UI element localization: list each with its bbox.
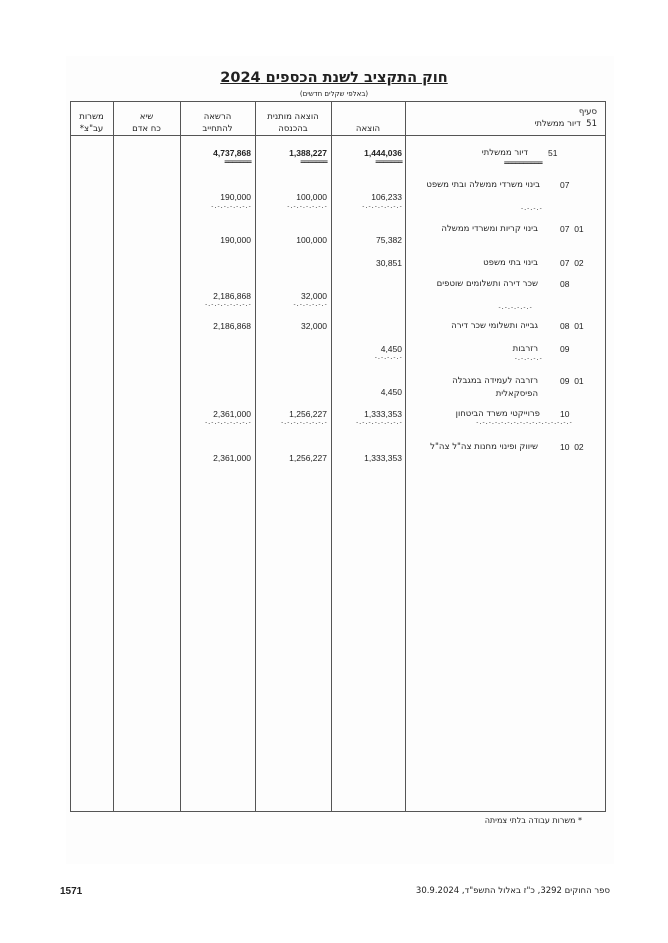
expense-value: 4,450 <box>380 344 402 354</box>
row-code: 10 <box>560 409 570 419</box>
conditional-expense-value: 1,388,227 <box>289 148 327 158</box>
expense-value: 106,233 <box>371 192 402 202</box>
expense-value: 1,333,353 <box>364 409 402 419</box>
row-underline: -.-.-.-.- <box>513 355 542 362</box>
commitment-underline: -.-.-.-.-.-.- <box>210 203 251 210</box>
conditional-expense-value: 100,000 <box>296 235 327 245</box>
header-divider <box>70 135 606 136</box>
expense-value: 4,450 <box>380 387 402 397</box>
header-commitment: הרשאה להתחייב <box>202 112 233 134</box>
commitment-value: 2,361,000 <box>213 409 251 419</box>
conditional-expense-underline: -.-.-.-.-.- <box>292 301 327 308</box>
row-description: שכר דירה ותשלומים שוטפים <box>436 279 538 289</box>
header-conditional-expense: הוצאה מותנית בהכנסה <box>267 112 319 134</box>
expense-value: 1,333,353 <box>364 453 402 463</box>
column-divider <box>331 101 332 812</box>
row-description: דיור ממשלתי <box>481 148 528 158</box>
column-divider <box>113 101 114 812</box>
commitment-value: 2,186,868 <box>213 321 251 331</box>
footer-source: ספר החוקים 3292, כ"ז באלול התשפ"ד, 30.9.2024 <box>415 886 610 896</box>
row-description: פרוייקטי משרד הביטחון <box>455 409 540 419</box>
row-description: בינוי קריות ומשרדי ממשלה <box>441 224 538 234</box>
row-description: רזרבה לעמידה במגבלה הפיסקאלית <box>452 376 538 399</box>
row-code: 08 <box>560 279 570 289</box>
commitment-value: 4,737,868 <box>213 148 251 158</box>
expense-underline: ======= <box>375 157 402 166</box>
column-divider <box>255 101 256 812</box>
conditional-expense-value: 1,256,227 <box>289 453 327 463</box>
commitment-value: 190,000 <box>220 235 251 245</box>
row-code: 07 <box>560 180 570 190</box>
row-description: רזרבות <box>512 344 538 354</box>
row-underline: ========== <box>503 158 542 167</box>
header-contractors: משרות עב"צ* <box>79 112 104 134</box>
row-code: 07 01 <box>560 224 584 234</box>
column-divider <box>180 101 181 812</box>
column-divider <box>405 101 406 812</box>
row-code: 09 <box>560 344 570 354</box>
conditional-expense-value: 32,000 <box>301 291 327 301</box>
commitment-value: 2,361,000 <box>213 453 251 463</box>
expense-underline: -.-.-.-.- <box>373 354 402 361</box>
row-code: 10 02 <box>560 442 584 452</box>
row-underline: -.-.-.-.-.-.-.-.-.-.-.-.-.-.-.- <box>475 419 572 426</box>
page-title: חוק התקציב לשנת הכספים 2024 <box>220 70 448 86</box>
expense-value: 75,382 <box>376 235 402 245</box>
commitment-underline: -.-.-.-.-.-.-.- <box>204 419 251 426</box>
expense-value: 30,851 <box>376 258 402 268</box>
conditional-expense-value: 1,256,227 <box>289 409 327 419</box>
expense-value: 1,444,036 <box>364 148 402 158</box>
row-description: בינוי משרדי ממשלה ובתי משפט <box>426 180 540 190</box>
conditional-expense-underline: -.-.-.-.-.-.-.- <box>280 419 327 426</box>
expense-underline: -.-.-.-.-.-.- <box>361 203 402 210</box>
page-subtitle: (באלפי שקלים חדשים) <box>299 90 369 98</box>
row-underline: -.-.-.- <box>520 205 542 212</box>
footnote: * משרות עבודה בלתי צמיתה <box>484 816 582 825</box>
row-description: שיווק ופינוי מחנות צה"ל צה"ל <box>430 442 538 452</box>
row-description: גבייה ותשלומי שכר דירה <box>451 321 538 331</box>
conditional-expense-underline: -.-.-.-.-.-.- <box>286 203 327 210</box>
header-peak-staff: שיא כח אדם <box>132 112 161 134</box>
header-expense: הוצאה <box>355 124 381 134</box>
row-description: בינוי בתי משפט <box>483 258 538 268</box>
row-underline: -.-.-.-.-.- <box>497 304 532 311</box>
conditional-expense-underline: ======= <box>300 157 327 166</box>
conditional-expense-value: 32,000 <box>301 321 327 331</box>
commitment-value: 2,186,868 <box>213 291 251 301</box>
expense-underline: -.-.-.-.-.-.-.- <box>355 419 402 426</box>
conditional-expense-value: 100,000 <box>296 192 327 202</box>
commitment-underline: -.-.-.-.-.-.-.- <box>204 301 251 308</box>
row-code: 51 <box>548 148 558 158</box>
row-code: 09 01 <box>560 376 584 386</box>
page-number: 1571 <box>60 886 83 897</box>
header-section: סעיף 51 דיור ממשלתי <box>534 107 597 129</box>
commitment-underline: ======= <box>224 157 251 166</box>
row-code: 08 01 <box>560 321 584 331</box>
commitment-value: 190,000 <box>220 192 251 202</box>
row-code: 07 02 <box>560 258 584 268</box>
